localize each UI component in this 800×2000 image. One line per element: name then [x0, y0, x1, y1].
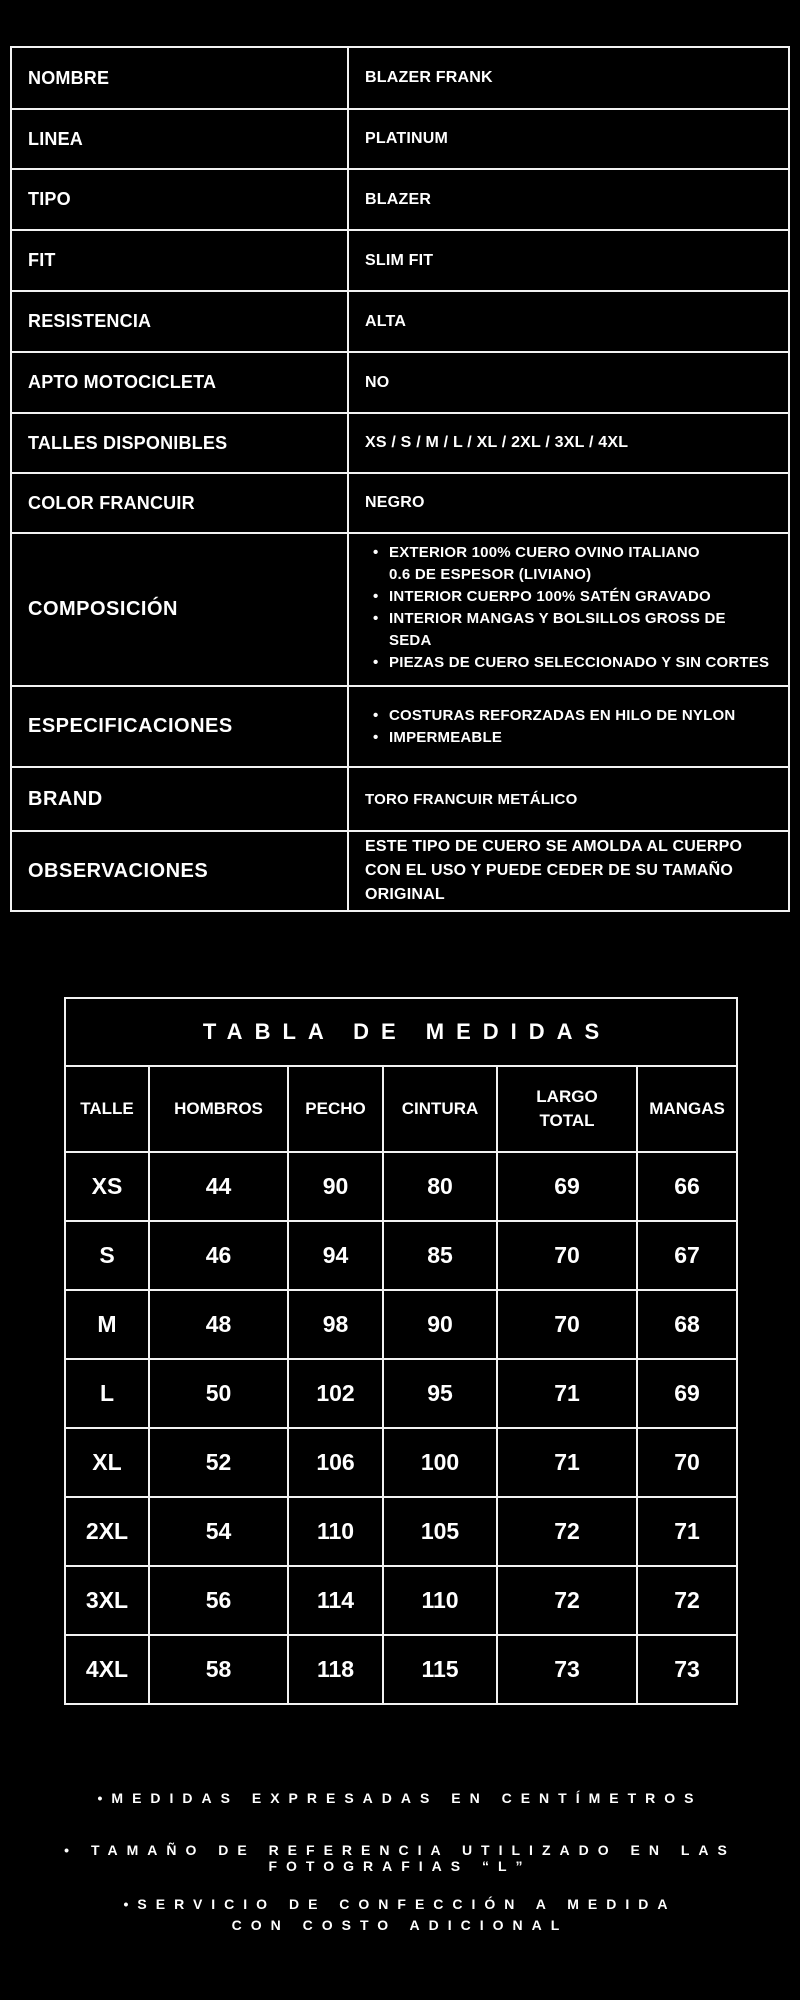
cell: 56 [149, 1566, 288, 1635]
table-row [65, 1221, 737, 1290]
spec-row-color [11, 473, 789, 533]
cell: 54 [149, 1497, 288, 1566]
size-chart-header [65, 1066, 737, 1152]
spec-row-resistencia [11, 291, 789, 352]
spec-row-observaciones [11, 831, 789, 911]
spec-label: COMPOSICIÓN [11, 533, 348, 686]
spec-row-tipo [11, 169, 789, 230]
spec-value: NO [348, 352, 789, 413]
cell: 58 [149, 1635, 288, 1704]
cell: 115 [383, 1635, 497, 1704]
table-row [65, 1359, 737, 1428]
cell: 73 [637, 1635, 737, 1704]
cell-size: XL [65, 1428, 149, 1497]
cell: 52 [149, 1428, 288, 1497]
product-specs-table [10, 46, 790, 912]
table-row [65, 1428, 737, 1497]
spec-row-brand [11, 767, 789, 831]
list-item: • IMPERMEABLE [373, 727, 772, 749]
spec-label: TIPO [11, 169, 348, 230]
composicion-list [365, 542, 772, 674]
spec-label: TALLES DISPONIBLES [11, 413, 348, 473]
cell: 70 [637, 1428, 737, 1497]
cell: 94 [288, 1221, 383, 1290]
spec-label: LINEA [11, 109, 348, 169]
table-row [65, 1566, 737, 1635]
spec-value: PLATINUM [348, 109, 789, 169]
cell: 102 [288, 1359, 383, 1428]
cell: 110 [383, 1566, 497, 1635]
spec-row-composicion [11, 533, 789, 686]
spec-value: NEGRO [348, 473, 789, 533]
cell: 71 [497, 1359, 637, 1428]
table-row [65, 1290, 737, 1359]
cell: 48 [149, 1290, 288, 1359]
cell: 66 [637, 1152, 737, 1221]
note-custom-tailoring: •SERVICIO DE CONFECCIÓN A MEDIDA CON COSTO ADICIONAL [123, 1896, 677, 1933]
spec-label: RESISTENCIA [11, 291, 348, 352]
spec-row-linea [11, 109, 789, 169]
cell: 100 [383, 1428, 497, 1497]
spec-row-fit [11, 230, 789, 291]
column-header: HOMBROS [149, 1066, 288, 1152]
spec-label: FIT [11, 230, 348, 291]
cell: 44 [149, 1152, 288, 1221]
spec-label: COLOR FRANCUIR [11, 473, 348, 533]
column-header: PECHO [288, 1066, 383, 1152]
cell: 95 [383, 1359, 497, 1428]
spec-value: BLAZER [348, 169, 789, 230]
spec-label: NOMBRE [11, 47, 348, 109]
size-chart-table [64, 997, 738, 1705]
spec-row-nombre [11, 47, 789, 109]
list-item: • EXTERIOR 100% CUERO OVINO ITALIANO 0.6 DE ESPESOR (LIVIANO) [373, 542, 719, 586]
cell: 98 [288, 1290, 383, 1359]
spec-value: BLAZER FRANK [348, 47, 789, 109]
column-header: CINTURA [383, 1066, 497, 1152]
table-row [65, 1152, 737, 1221]
cell: 50 [149, 1359, 288, 1428]
especificaciones-list [365, 705, 772, 749]
cell-size: 2XL [65, 1497, 149, 1566]
spec-value: ALTA [348, 291, 789, 352]
column-header: LARGO TOTAL [497, 1066, 637, 1152]
cell: 68 [637, 1290, 737, 1359]
column-header: TALLE [65, 1066, 149, 1152]
list-item: • COSTURAS REFORZADAS EN HILO DE NYLON [373, 705, 772, 727]
table-row [65, 1497, 737, 1566]
size-chart-title: TABLA DE MEDIDAS [65, 998, 737, 1066]
cell: 90 [383, 1290, 497, 1359]
cell: 72 [637, 1566, 737, 1635]
cell: 114 [288, 1566, 383, 1635]
cell: 70 [497, 1290, 637, 1359]
spec-value: TORO FRANCUIR METÁLICO [348, 767, 789, 831]
list-item: • INTERIOR CUERPO 100% SATÉN GRAVADO [373, 586, 772, 608]
cell: 69 [637, 1359, 737, 1428]
cell: 90 [288, 1152, 383, 1221]
note-reference-size: • TAMAÑO DE REFERENCIA UTILIZADO EN LAS FOTOGRAFIAS “L” [64, 1842, 736, 1874]
cell: 70 [497, 1221, 637, 1290]
cell: 67 [637, 1221, 737, 1290]
spec-label: APTO MOTOCICLETA [11, 352, 348, 413]
list-item: • PIEZAS DE CUERO SELECCIONADO Y SIN CORTES [373, 652, 772, 674]
cell: 85 [383, 1221, 497, 1290]
list-item: • INTERIOR MANGAS Y BOLSILLOS GROSS DE SEDA [373, 608, 772, 652]
cell-size: 3XL [65, 1566, 149, 1635]
table-row [65, 1635, 737, 1704]
cell: 72 [497, 1566, 637, 1635]
spec-value: SLIM FIT [348, 230, 789, 291]
cell-size: M [65, 1290, 149, 1359]
spec-value: XS / S / M / L / XL / 2XL / 3XL / 4XL [348, 413, 789, 473]
spec-label: ESPECIFICACIONES [11, 686, 348, 767]
cell-size: S [65, 1221, 149, 1290]
spec-row-apto-motocicleta [11, 352, 789, 413]
cell: 69 [497, 1152, 637, 1221]
cell: 71 [637, 1497, 737, 1566]
cell: 105 [383, 1497, 497, 1566]
cell: 110 [288, 1497, 383, 1566]
cell: 80 [383, 1152, 497, 1221]
cell: 72 [497, 1497, 637, 1566]
spec-label: OBSERVACIONES [11, 831, 348, 911]
spec-value: ESTE TIPO DE CUERO SE AMOLDA AL CUERPO CON EL USO Y PUEDE CEDER DE SU TAMAÑO ORIGINAL [348, 831, 789, 911]
cell: 106 [288, 1428, 383, 1497]
cell-size: 4XL [65, 1635, 149, 1704]
note-measurements-unit: •MEDIDAS EXPRESADAS EN CENTÍMETROS [97, 1790, 703, 1806]
spec-row-talles [11, 413, 789, 473]
cell: 46 [149, 1221, 288, 1290]
cell: 118 [288, 1635, 383, 1704]
column-header: MANGAS [637, 1066, 737, 1152]
spec-row-especificaciones [11, 686, 789, 767]
cell-size: L [65, 1359, 149, 1428]
cell: 73 [497, 1635, 637, 1704]
cell: 71 [497, 1428, 637, 1497]
spec-label: BRAND [11, 767, 348, 831]
cell-size: XS [65, 1152, 149, 1221]
